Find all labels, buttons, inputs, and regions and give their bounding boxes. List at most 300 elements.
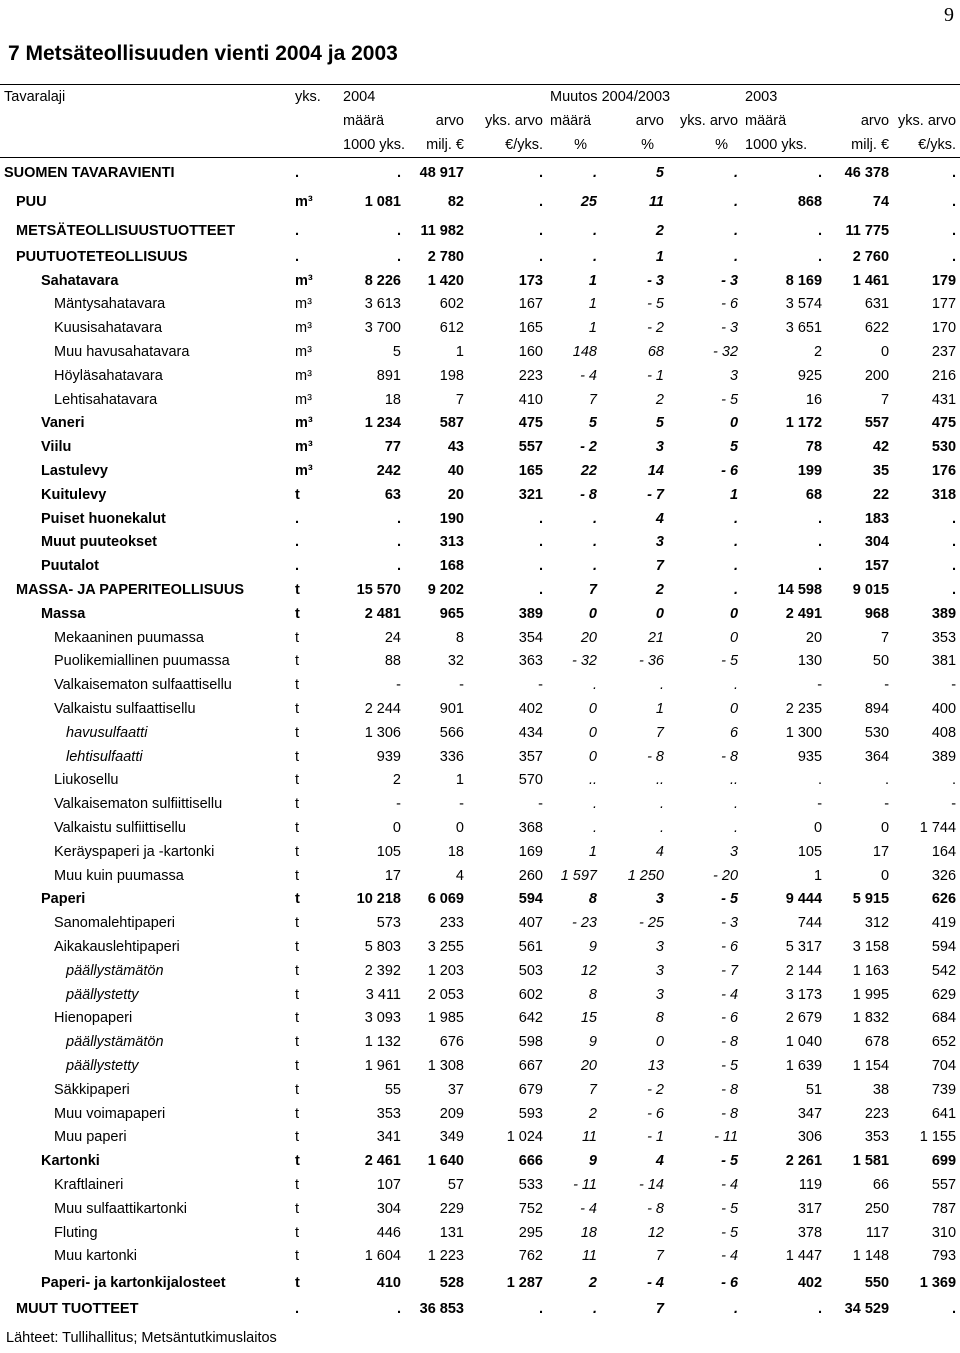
header-cell: % [668, 133, 742, 158]
value-cell: . [592, 796, 597, 813]
value-cell: . [659, 820, 664, 837]
value-cell: 15 570 [356, 582, 401, 599]
value-cell: - 1 [647, 367, 664, 384]
page-title: 7 Metsäteollisuuden vienti 2004 ja 2003 [8, 42, 398, 65]
header-cell: 2004 [343, 89, 376, 105]
value-cell: - [538, 796, 543, 813]
header-cell: Muutos 2004/2003 [550, 89, 671, 105]
value-cell: 1 148 [852, 1248, 890, 1265]
value-cell: 9 202 [427, 582, 464, 599]
value-cell: 1 [588, 296, 597, 313]
value-cell: 0 [729, 629, 739, 646]
value-cell: 602 [518, 986, 543, 1003]
unit-cell: . [295, 534, 300, 551]
value-cell: 573 [376, 915, 401, 932]
value-cell: - 36 [639, 653, 664, 670]
value-cell: . [818, 534, 823, 551]
value-cell: 42 [872, 439, 890, 456]
value-cell: 0 [588, 724, 597, 741]
value-cell: - 6 [721, 296, 739, 313]
value-cell: 542 [931, 962, 957, 979]
value-cell: 7 [655, 724, 664, 741]
row-label: Valkaistu sulfaattisellu [54, 701, 196, 718]
value-cell: 119 [798, 1176, 823, 1193]
value-cell: 168 [439, 558, 464, 575]
unit-cell: t [295, 605, 300, 622]
header-cell: Tavaralaji [4, 89, 66, 105]
value-cell: - 8 [647, 1200, 664, 1217]
value-cell: 170 [931, 320, 957, 337]
value-cell: 3 [655, 939, 664, 955]
value-cell: 200 [864, 367, 890, 384]
value-cell: . [538, 510, 543, 527]
value-cell: - 5 [647, 296, 664, 313]
row-label: Sanomalehtipaperi [54, 915, 175, 932]
header-cell: yks. arvo [680, 113, 739, 129]
value-cell: 0 [813, 820, 823, 837]
value-cell: 2 [813, 344, 823, 361]
row-label: Sahatavara [41, 272, 119, 289]
value-cell: 631 [864, 296, 890, 313]
value-cell: . [734, 796, 739, 813]
unit-cell: m³ [295, 439, 313, 456]
value-cell: 20 [447, 486, 464, 503]
value-cell: 3 093 [364, 1010, 401, 1027]
unit-cell: m³ [295, 344, 312, 361]
value-cell: 1 369 [919, 1274, 957, 1291]
value-cell: 6 [729, 724, 739, 741]
value-cell: . [592, 1301, 597, 1318]
header-cell: arvo [860, 113, 890, 129]
table-row [0, 626, 960, 650]
header-cell: määrä [745, 113, 787, 129]
value-cell: 2 244 [364, 701, 401, 718]
value-cell: 341 [376, 1129, 401, 1146]
value-cell: 629 [931, 986, 957, 1003]
value-cell: . [592, 820, 597, 837]
value-cell: 679 [518, 1081, 543, 1098]
value-cell: 2 392 [364, 962, 401, 979]
value-cell: - 5 [721, 1224, 739, 1241]
value-cell: 25 [580, 193, 597, 210]
value-cell: . [734, 820, 739, 837]
value-cell: 8 [588, 891, 597, 908]
row-label: Muu sulfaattikartonki [54, 1200, 187, 1217]
value-cell: 667 [518, 1057, 543, 1074]
value-cell: 1 040 [785, 1034, 823, 1051]
value-cell: 21 [647, 629, 664, 646]
unit-cell: t [295, 843, 300, 860]
unit-cell: m³ [295, 391, 312, 408]
value-cell: 321 [518, 486, 543, 503]
row-label: Muu voimapaperi [54, 1105, 166, 1122]
value-cell: 183 [864, 510, 890, 527]
value-cell: - 6 [721, 939, 739, 955]
row-label: Valkaistu sulfiittisellu [54, 820, 186, 837]
row-label: Kraftlaineri [54, 1176, 124, 1193]
value-cell: 36 853 [419, 1301, 464, 1318]
value-cell: 117 [865, 1224, 890, 1241]
row-label: Puiset huonekalut [41, 510, 166, 527]
table-row [0, 650, 960, 674]
value-cell: 3 411 [365, 986, 401, 1003]
table-row [0, 316, 960, 340]
value-cell: 1 [655, 701, 664, 718]
value-cell: 5 915 [852, 891, 890, 908]
row-label: Fluting [54, 1224, 98, 1241]
unit-cell: t [295, 796, 300, 813]
value-cell: 20 [580, 1057, 597, 1074]
table-row [0, 721, 960, 745]
row-label: SUOMEN TAVARAVIENTI [4, 164, 175, 181]
row-label: Aikakauslehtipaperi [54, 939, 180, 955]
value-cell: 1 961 [364, 1057, 401, 1074]
value-cell: 0 [455, 820, 464, 837]
unit-cell: m³ [295, 272, 313, 289]
row-label: Lastulevy [41, 463, 108, 480]
value-cell: 2 235 [785, 701, 823, 718]
value-cell: 1 172 [785, 415, 823, 432]
table-row [0, 1149, 960, 1173]
table-row [0, 697, 960, 721]
value-cell: 7 [588, 582, 597, 599]
value-cell: - 8 [721, 748, 739, 765]
value-cell: 173 [518, 272, 543, 289]
row-label: Liukosellu [54, 772, 119, 789]
value-cell: 550 [864, 1274, 890, 1291]
header-row-2 [0, 109, 960, 133]
value-cell: 216 [931, 367, 957, 384]
value-cell: - [951, 796, 957, 813]
value-cell: . [538, 164, 543, 181]
value-cell: 9 [588, 939, 597, 955]
value-cell: 7 [880, 629, 890, 646]
value-cell: . [952, 222, 957, 239]
header-cell: milj. € [826, 133, 893, 158]
value-cell: 1 995 [852, 986, 890, 1003]
value-cell: - 4 [647, 1274, 664, 1291]
row-label: päällystämätön [66, 962, 164, 979]
value-cell: . [734, 248, 739, 265]
value-cell: - [538, 677, 543, 694]
value-cell: 2 [588, 1274, 597, 1291]
value-cell: 7 [588, 391, 597, 408]
value-cell: 1 [455, 344, 464, 361]
value-cell: 237 [931, 344, 957, 361]
value-cell: - [884, 796, 890, 813]
header-cell: arvo [435, 113, 464, 129]
value-cell: 223 [864, 1105, 890, 1122]
row-label: Valkaisematon sulfiittisellu [54, 796, 223, 813]
value-cell: 3 700 [364, 320, 401, 337]
unit-cell: t [295, 1081, 300, 1098]
unit-cell: t [295, 701, 300, 718]
value-cell: 1 203 [427, 962, 464, 979]
table-row [0, 1173, 960, 1197]
value-cell: 5 803 [364, 939, 401, 955]
value-cell: 408 [931, 724, 957, 741]
value-cell: 16 [805, 391, 823, 408]
unit-cell: t [295, 1224, 300, 1241]
value-cell: 1 155 [919, 1129, 957, 1146]
value-cell: . [818, 772, 823, 789]
value-cell: 229 [439, 1200, 464, 1217]
header-cell: yks. [295, 89, 321, 105]
row-label: Paperi- ja kartonkijalosteet [41, 1274, 226, 1291]
value-cell: 3 574 [785, 296, 823, 313]
value-cell: 4 [655, 843, 664, 860]
value-cell: 35 [872, 463, 890, 480]
value-cell: 20 [580, 629, 597, 646]
header-cell: yks. arvo [484, 113, 543, 129]
table-row [0, 1007, 960, 1031]
value-cell: - 8 [721, 1105, 739, 1122]
value-cell: .. [729, 772, 739, 789]
value-cell: 528 [439, 1274, 464, 1291]
table-row [0, 364, 960, 388]
value-cell: 5 [655, 164, 664, 181]
value-cell: 566 [439, 724, 464, 741]
value-cell: 0 [655, 605, 664, 622]
unit-cell: t [295, 867, 300, 884]
value-cell: 410 [518, 391, 543, 408]
value-cell: 503 [518, 962, 543, 979]
table-row [0, 673, 960, 697]
table-row [0, 245, 960, 269]
value-cell: 18 [384, 391, 401, 408]
unit-cell: t [295, 1200, 300, 1217]
value-cell: . [734, 677, 739, 694]
value-cell: 652 [931, 1034, 957, 1051]
value-cell: 787 [931, 1200, 957, 1217]
value-cell: 250 [864, 1200, 890, 1217]
unit-cell: m³ [295, 193, 313, 210]
unit-cell: t [295, 1010, 300, 1027]
value-cell: 223 [518, 367, 543, 384]
value-cell: 14 [647, 463, 664, 480]
value-cell: - [396, 677, 401, 694]
value-cell: 1 154 [852, 1057, 890, 1074]
value-cell: 209 [439, 1105, 464, 1122]
table-row [0, 340, 960, 364]
value-cell: 66 [872, 1176, 890, 1193]
value-cell: . [396, 222, 401, 239]
value-cell: 12 [580, 962, 597, 979]
value-cell: 389 [931, 748, 957, 765]
value-cell: 533 [518, 1176, 543, 1193]
value-cell: - 6 [721, 463, 739, 480]
value-cell: 14 598 [777, 582, 823, 599]
value-cell: 353 [864, 1129, 890, 1146]
table-row [0, 269, 960, 293]
value-cell: . [952, 534, 957, 551]
value-cell: 0 [392, 820, 401, 837]
value-cell: - 5 [721, 1200, 739, 1217]
value-cell: 0 [588, 605, 597, 622]
table-row [0, 459, 960, 483]
unit-cell: t [295, 486, 300, 503]
table-row [0, 554, 960, 578]
value-cell: 561 [518, 939, 543, 955]
value-cell: 1 447 [785, 1248, 823, 1265]
value-cell: 5 [588, 415, 597, 432]
table-row [0, 1030, 960, 1054]
value-cell: 167 [518, 296, 543, 313]
value-cell: 4 [655, 510, 664, 527]
value-cell: 179 [931, 272, 957, 289]
value-cell: 1 640 [427, 1153, 464, 1170]
value-cell: 3 [729, 843, 739, 860]
value-cell: 419 [931, 915, 957, 932]
value-cell: 602 [439, 296, 464, 313]
value-cell: 5 [729, 439, 739, 456]
value-cell: 4 [655, 1153, 664, 1170]
table-row [0, 1054, 960, 1078]
value-cell: 642 [518, 1010, 543, 1027]
row-label: Muu kartonki [54, 1248, 138, 1265]
value-cell: 678 [864, 1034, 890, 1051]
value-cell: 704 [931, 1057, 957, 1074]
value-cell: 304 [864, 534, 890, 551]
header-cell: arvo [635, 113, 664, 129]
row-label: havusulfaatti [66, 724, 148, 741]
value-cell: 1 [729, 486, 739, 503]
value-cell: 313 [439, 534, 464, 551]
value-cell: 3 158 [852, 939, 890, 955]
value-cell: 868 [797, 193, 823, 210]
row-label: Puutalot [41, 558, 99, 575]
value-cell: 1 [813, 867, 823, 884]
table-row [0, 507, 960, 531]
value-cell: 4 [455, 867, 464, 884]
value-cell: 12 [647, 1224, 664, 1241]
table-row [0, 187, 960, 216]
value-cell: 594 [931, 939, 957, 955]
value-cell: 242 [376, 463, 401, 480]
table-row [0, 911, 960, 935]
value-cell: 793 [931, 1248, 957, 1265]
value-cell: . [734, 558, 739, 575]
value-cell: - 7 [721, 962, 739, 979]
table-row [0, 769, 960, 793]
header-cell: % [601, 133, 668, 158]
value-cell: . [734, 193, 739, 210]
value-cell: 169 [518, 843, 543, 860]
row-label: MUUT TUOTTEET [16, 1301, 139, 1318]
value-cell: - 14 [639, 1176, 664, 1193]
value-cell: 40 [447, 463, 464, 480]
unit-cell: t [295, 748, 300, 765]
row-label: päällystetty [66, 1057, 139, 1074]
value-cell: 8 [455, 629, 464, 646]
value-cell: 199 [797, 463, 823, 480]
row-label: Mäntysahatavara [54, 296, 166, 313]
value-cell: . [396, 510, 401, 527]
header-cell: €/yks. [468, 133, 547, 158]
value-cell: 965 [439, 605, 464, 622]
value-cell: - 3 [647, 272, 664, 289]
value-cell: 68 [647, 344, 664, 361]
value-cell: . [659, 796, 664, 813]
value-cell: 626 [931, 891, 957, 908]
value-cell: 148 [572, 344, 597, 361]
value-cell: 1 306 [364, 724, 401, 741]
value-cell: 7 [655, 1248, 664, 1265]
value-cell: - 4 [580, 1200, 597, 1217]
row-label: Muu havusahatavara [54, 344, 190, 361]
value-cell: 160 [518, 344, 543, 361]
value-cell: 1 420 [427, 272, 464, 289]
value-cell: 1 604 [364, 1248, 401, 1265]
value-cell: 2 261 [785, 1153, 823, 1170]
value-cell: 260 [518, 867, 543, 884]
value-cell: 7 [588, 1081, 597, 1098]
value-cell: . [818, 164, 823, 181]
value-cell: 18 [580, 1224, 597, 1241]
row-label: päällystämätön [66, 1034, 164, 1051]
value-cell: . [885, 772, 890, 789]
value-cell: 353 [931, 629, 957, 646]
value-cell: 1 461 [852, 272, 890, 289]
value-cell: 22 [580, 463, 597, 480]
row-label: Höyläsahatavara [54, 367, 163, 384]
row-label: Paperi [41, 891, 86, 908]
page-number: 9 [944, 4, 954, 26]
value-cell: 925 [797, 367, 823, 384]
value-cell: 55 [384, 1081, 401, 1098]
value-cell: . [538, 558, 543, 575]
value-cell: - 5 [721, 391, 739, 408]
value-cell: 684 [931, 1010, 957, 1027]
unit-cell: t [295, 986, 300, 1003]
value-cell: . [592, 534, 597, 551]
value-cell: 475 [931, 415, 957, 432]
value-cell: . [734, 222, 739, 239]
value-cell: 598 [518, 1034, 543, 1051]
value-cell: .. [588, 772, 597, 789]
value-cell: 105 [376, 843, 401, 860]
value-cell: 666 [518, 1153, 543, 1170]
unit-cell: t [295, 1248, 300, 1265]
table-row [0, 745, 960, 769]
row-label: Muu kuin puumassa [54, 867, 184, 884]
value-cell: 744 [797, 915, 823, 932]
value-cell: 1 308 [427, 1057, 464, 1074]
unit-cell: t [295, 1274, 300, 1291]
value-cell: 1 597 [560, 867, 597, 884]
value-cell: 88 [384, 653, 401, 670]
value-cell: - [459, 796, 464, 813]
value-cell: - 5 [721, 653, 739, 670]
value-cell: . [592, 164, 597, 181]
value-cell: - [817, 677, 823, 694]
value-cell: 2 780 [427, 248, 464, 265]
value-cell: 557 [518, 439, 543, 456]
value-cell: 11 775 [845, 222, 890, 239]
value-cell: . [538, 193, 543, 210]
value-cell: 2 [655, 582, 664, 599]
value-cell: 165 [518, 463, 543, 480]
value-cell: . [592, 510, 597, 527]
value-cell: 587 [439, 415, 464, 432]
value-cell: 1 639 [785, 1057, 823, 1074]
value-cell: 1 223 [427, 1248, 464, 1265]
value-cell: 190 [439, 510, 464, 527]
value-cell: 2 461 [364, 1153, 401, 1170]
source-note: Lähteet: Tullihallitus; Metsäntutkimuslaitos [6, 1330, 277, 1346]
unit-cell: . [295, 164, 300, 181]
table-row [0, 816, 960, 840]
